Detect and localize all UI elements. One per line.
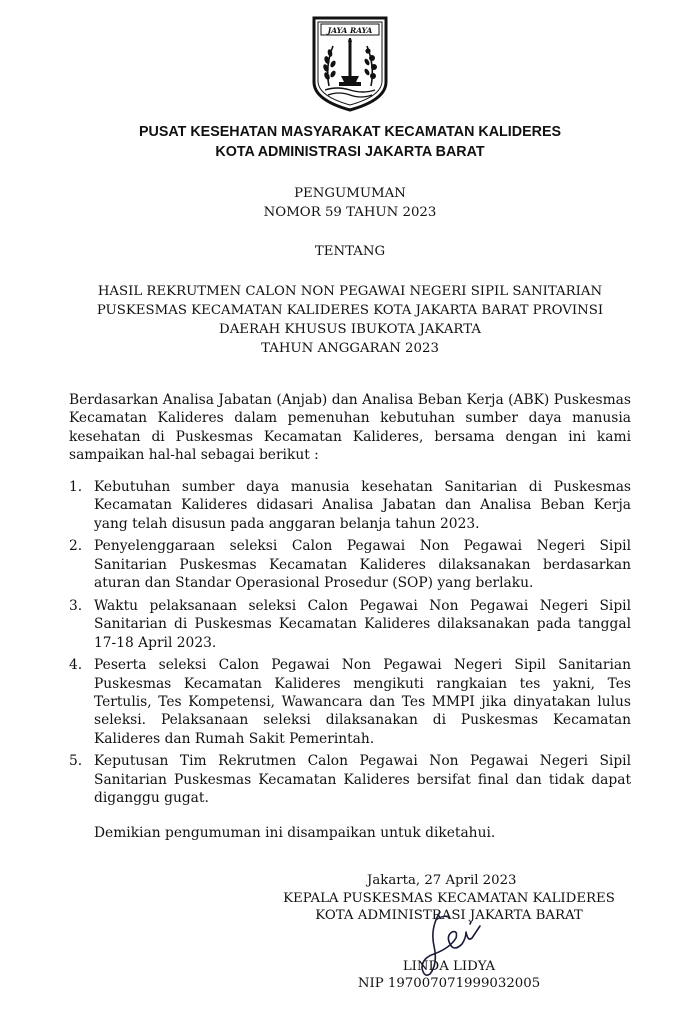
list-item-number: 4. [69,657,83,674]
announcement-list [69,478,631,812]
organization-city: KOTA ADMINISTRASI JAKARTA BARAT [215,144,485,160]
subject-line: HASIL REKRUTMEN CALON NON PEGAWAI NEGERI SIPIL SANITARIAN [97,284,603,299]
list-item [69,597,631,652]
list-item [69,478,631,533]
list-item-text: Waktu pelaksanaan seleksi Calon Pegawai Non Pegawai Negeri Sipil Sanitarian di Puskesmas Kecamatan Kalideres dilaksanakan pada tanggal 17-18 April 2023. [94,597,631,651]
subject-line: DAERAH KHUSUS IBUKOTA JAKARTA [219,322,481,337]
subject-line: TAHUN ANGGARAN 2023 [261,341,439,356]
list-item-number: 5. [69,753,83,770]
list-item [69,752,631,807]
list-item-text: Keputusan Tim Rekrutmen Calon Pegawai Non Pegawai Negeri Sipil Sanitarian Puskesmas Kecamatan Kalideres bersifat final dan tidak dapat diganggu gugat. [94,753,631,807]
svg-text:JAYA RAYA: JAYA RAYA [327,26,373,35]
closing-paragraph: Demikian pengumuman ini disampaikan untuk diketahui. [94,825,496,841]
list-item [69,656,631,748]
signatory-position: KEPALA PUSKESMAS KECAMATAN KALIDERES [283,891,615,906]
intro-paragraph: Berdasarkan Analisa Jabatan (Anjab) dan Analisa Beban Kerja (ABK) Puskesmas Kecamatan Kalideres dalam pemenuhan kebutuhan sumber daya manusia kesehatan di Puskesmas Kecamatan Kalideres, bersama dengan ini kami sampaikan hal-hal sebagai berikut : [69,392,631,464]
jakarta-emblem-icon [311,16,389,112]
list-item-text: Penyelenggaraan seleksi Calon Pegawai Non Pegawai Negeri Sipil Sanitarian Puskesmas Kecamatan Kalideres dilaksanakan berdasarkan aturan dan Standar Operasional Prosedur (SOP) yang berlaku. [94,538,631,592]
signatory-name: LINDA LIDYA [402,959,496,974]
signatory-office: KOTA ADMINISTRASI JAKARTA BARAT [315,908,583,923]
list-item-text: Kebutuhan sumber daya manusia kesehatan Sanitarian di Puskesmas Kecamatan Kalideres didasari Analisa Jabatan dan Analisa Beban Kerja yang telah disusun pada anggaran belanja tahun 2023. [94,479,631,532]
place-date: Jakarta, 27 April 2023 [367,873,517,888]
jakarta-emblem-svg [311,16,389,112]
about-label: TENTANG [314,244,386,259]
list-item [69,537,631,592]
subject-line: PUSKESMAS KECAMATAN KALIDERES KOTA JAKARTA BARAT PROVINSI [96,303,604,318]
signatory-nip: NIP 197007071999032005 [357,976,541,991]
announcement-number: NOMOR 59 TAHUN 2023 [263,205,437,220]
list-item-number: 1. [69,479,83,495]
organization-name: PUSAT KESEHATAN MASYARAKAT KECAMATAN KALIDERES [138,124,562,140]
list-item-number: 2. [69,538,83,555]
list-item-number: 3. [69,597,83,614]
list-item-text: Peserta seleksi Calon Pegawai Non Pegawai Negeri Sipil Sanitarian Puskesmas Kecamatan Kalideres mengikuti rangkaian tes yakni, Tes Tertulis, Tes Kompetensi, Wawancara dan Tes MMPI jika dinyatakan lulus seleksi. Pelaksanaan seleksi dilaksanakan di Puskesmas Kecamatan Kalideres dan Rumah Sakit Pemerintah. [94,657,631,747]
announcement-label: PENGUMUMAN [294,186,406,201]
